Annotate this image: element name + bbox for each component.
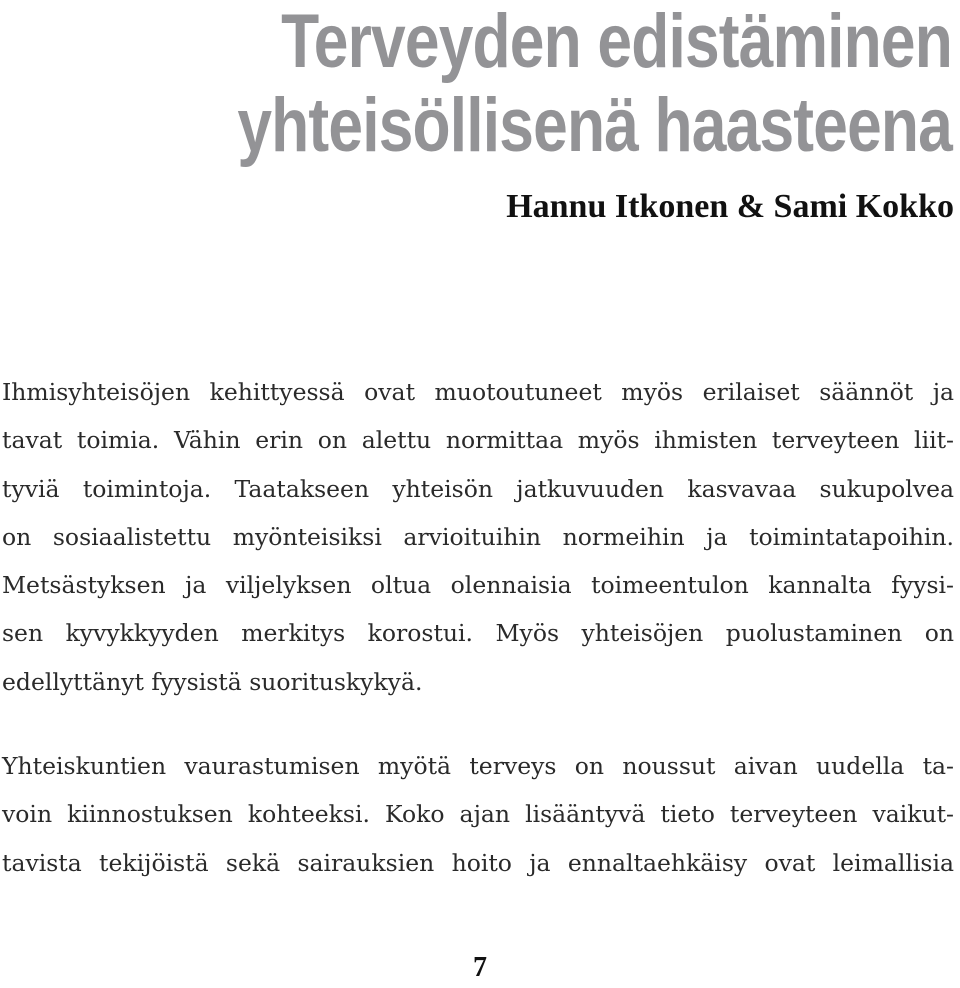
chapter-title-line-2: yhteisöllisenä haasteena: [237, 83, 953, 168]
paragraph-line: edellyttänyt fyysistä suorituskykyä.: [2, 667, 423, 696]
paragraph-1: [2, 368, 954, 706]
chapter-title: [52, 0, 952, 168]
paragraph-line: tyviä toimintoja. Taatakseen yhteisön jatkuvuuden kasvavaa sukupolvea: [2, 474, 954, 503]
paragraph-line: Ihmisyhteisöjen kehittyessä ovat muotoutuneet myös erilaiset säännöt ja: [2, 378, 954, 406]
chapter-title-line-1: Terveyden edistäminen: [281, 0, 952, 84]
paragraph-line: voin kiinnostuksen kohteeksi. Koko ajan lisääntyvä tieto terveyteen vaikut-: [2, 800, 954, 829]
paragraph-line: sen kyvykkyyden merkitys korostui. Myös yhteisöjen puolustaminen on: [2, 619, 954, 648]
page-number: 7: [473, 952, 487, 983]
paragraph-line: tavista tekijöistä sekä sairauksien hoito ja ennaltaehkäisy ovat leimallisia: [2, 848, 954, 877]
paragraph-line: Metsästyksen ja viljelyksen oltua olennaisia toimeentulon kannalta fyysi-: [2, 571, 954, 600]
paragraph-line: on sosiaalistettu myönteisiksi arvioituihin normeihin ja toimintatapoihin.: [2, 522, 954, 551]
paragraph-line: tavat toimia. Vähin erin on alettu normittaa myös ihmisten terveyteen liit-: [2, 426, 954, 455]
paragraph-2: [2, 742, 954, 887]
paragraph-line: Yhteiskuntien vaurastumisen myötä terveys on noussut aivan uudella ta-: [2, 752, 954, 780]
chapter-authors: Hannu Itkonen & Sami Kokko: [506, 188, 954, 225]
